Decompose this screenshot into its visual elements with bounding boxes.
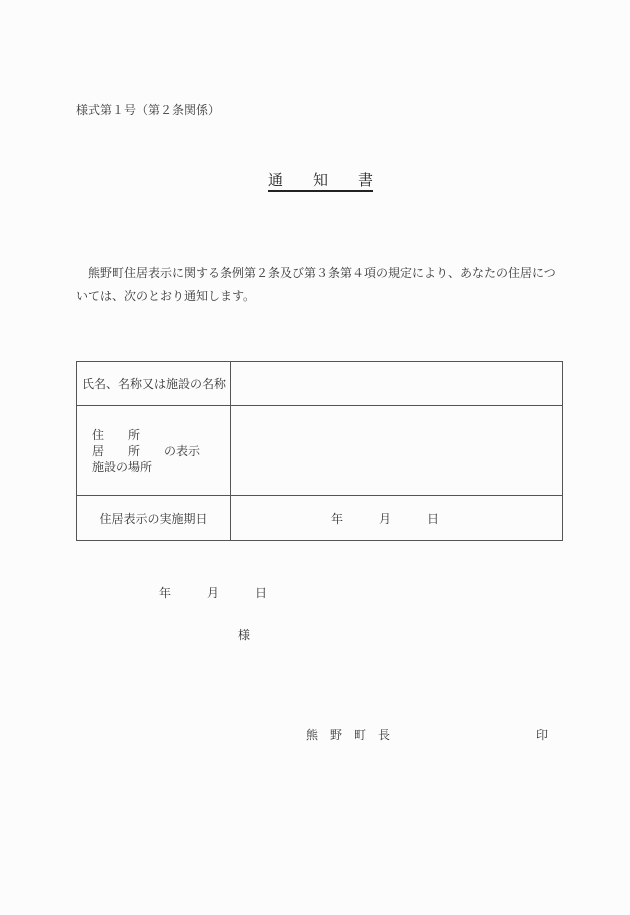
address-label-line-2: 居 所 の表示 — [92, 443, 201, 458]
address-value-field[interactable] — [231, 406, 563, 496]
address-label-line-3: 施設の場所 — [92, 459, 153, 474]
name-value-field[interactable] — [231, 362, 563, 406]
recipient-honorific: 様 — [238, 628, 251, 642]
effective-date-value-field[interactable] — [231, 496, 563, 541]
notice-table — [76, 361, 563, 541]
address-label-line-1: 住 所 — [92, 427, 141, 442]
table-row-address — [77, 406, 563, 496]
seal-mark: 印 — [536, 728, 549, 742]
address-label — [77, 406, 231, 496]
effective-date-label: 住居表示の実施期日 — [77, 496, 231, 541]
notice-body-text: 熊野町住居表示に関する条例第２条及び第３条第４項の規定により、あなたの住居については、次のとおり通知します。 — [76, 266, 556, 303]
table-row-name — [77, 362, 563, 406]
form-number: 様式第１号（第２条関係） — [76, 103, 221, 117]
issue-date: 年 月 日 — [159, 586, 268, 600]
issuer-mayor: 熊 野 町 長 — [306, 728, 391, 742]
table-row-effective-date — [77, 496, 563, 541]
document-title: 通 知 書 — [268, 172, 373, 192]
effective-date-value: 年 月 日 — [331, 511, 440, 526]
name-label: 氏名、名称又は施設の名称 — [77, 362, 231, 406]
